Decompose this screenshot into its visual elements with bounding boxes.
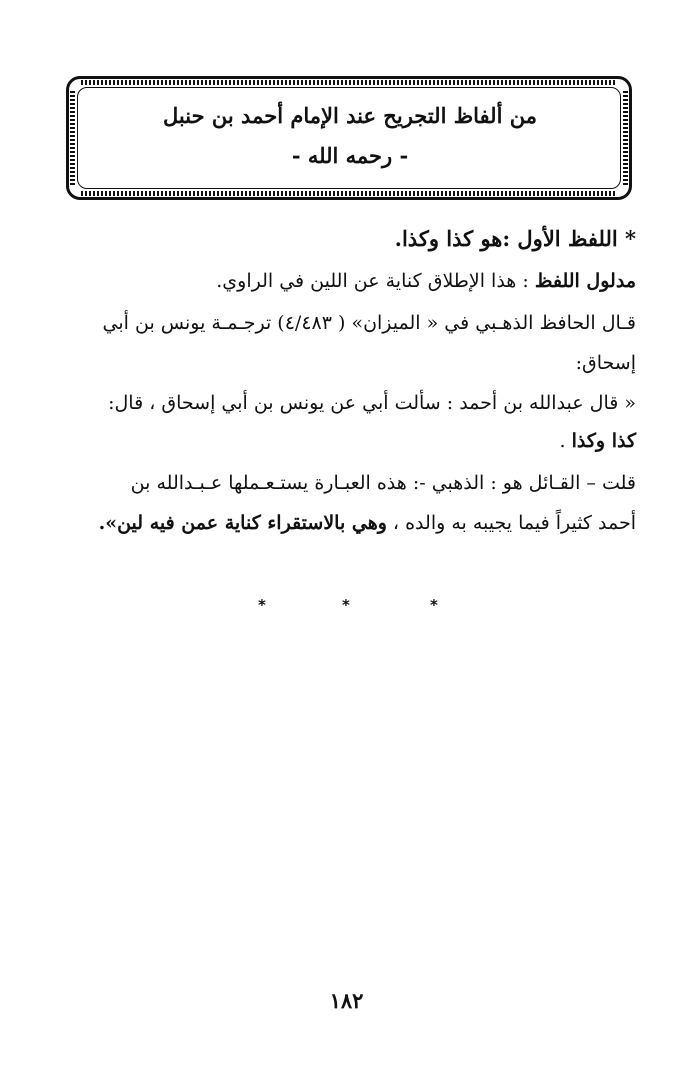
quote-line-2 [56, 424, 636, 458]
quote-line-2-end: . [559, 430, 572, 452]
frame-border-right [623, 91, 628, 185]
heading-star: * [625, 226, 636, 251]
divider-star: * [342, 596, 350, 614]
chapter-subtitle: - رحمه الله - [291, 143, 409, 168]
page-number: ١٨٢ [329, 988, 364, 1013]
divider-star: * [430, 596, 438, 614]
quote-intro-line-1: قـال الحافظ الذهـبي في « الميزان» ( ٤/٤٨٣) ترجـمـة يونس بن أبي [102, 312, 636, 334]
meaning-label: مدلول اللفظ [534, 270, 636, 292]
note-bold-text: وهي بالاستقراء كناية عمن فيه لين [117, 512, 387, 534]
quote-bold-phrase: كذا وكذا [571, 430, 636, 452]
meaning-text: : هذا الإطلاق كناية عن اللين في الراوي. [216, 270, 535, 292]
note-line-2 [56, 506, 636, 540]
note-line-1: قلت – القـائل هو : الذهبي -: هذه العبـارة يستـعـملها عـبـدالله بن [130, 472, 636, 494]
meaning-paragraph [56, 264, 636, 298]
section-heading [56, 222, 636, 256]
frame-border-top [81, 80, 617, 85]
heading-text: اللفظ الأول :هو كذا وكذا. [394, 226, 618, 251]
title-frame [66, 76, 632, 200]
frame-border-left [70, 91, 75, 185]
note-plain-text: أحمد كثيراً فيما يجيبه به والده ، [386, 512, 636, 534]
quote-intro-line-2: إسحاق: [575, 352, 636, 374]
section-divider [0, 596, 693, 616]
frame-border-bottom [81, 191, 617, 196]
chapter-title: من ألفاظ التجريح عند الإمام أحمد بن حنبل [163, 103, 537, 128]
divider-star: * [258, 596, 266, 614]
note-end: ». [98, 512, 118, 534]
quote-line-1: « قال عبدالله بن أحمد : سألت أبي عن يونس بن أبي إسحاق ، قال: [108, 392, 636, 414]
